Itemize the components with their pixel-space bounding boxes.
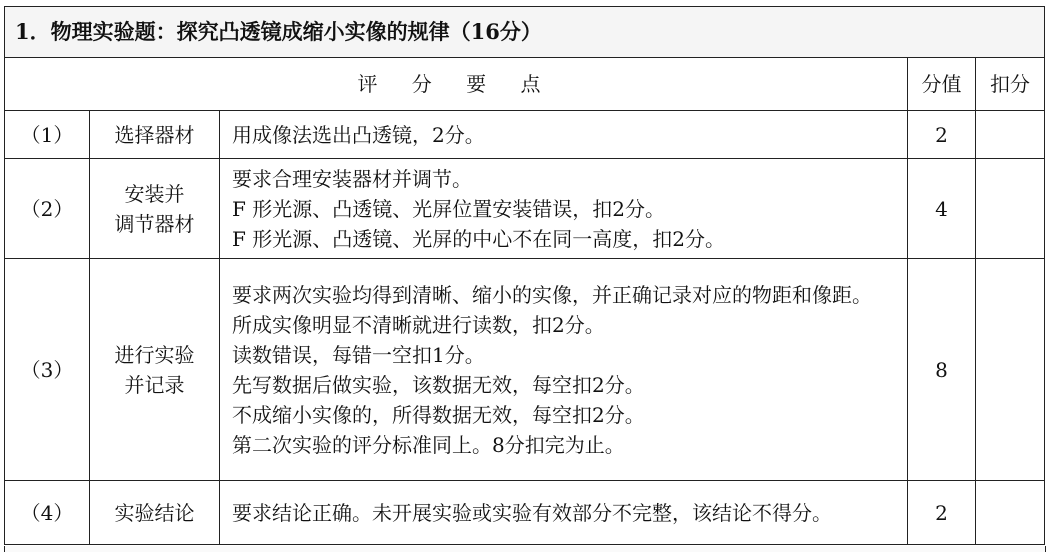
header-points: 评 分 要 点 bbox=[5, 58, 908, 111]
table-row bbox=[5, 259, 1045, 481]
requirement-line: 所成实像明显不清晰就进行读数，扣2分。 bbox=[232, 312, 605, 337]
requirement-line: 第二次实验的评分标准同上。8分扣完为止。 bbox=[232, 432, 625, 457]
row-requirements bbox=[220, 481, 908, 545]
row-score: 4 bbox=[908, 159, 976, 259]
next-row-edge bbox=[4, 546, 1046, 552]
item-line: 实验结论 bbox=[114, 500, 195, 525]
requirement-line: F 形光源、凸透镜、光屏的中心不在同一高度，扣2分。 bbox=[232, 226, 725, 251]
row-index: （3） bbox=[5, 259, 90, 481]
item-line: 调节器材 bbox=[114, 211, 195, 236]
row-item bbox=[90, 259, 220, 481]
item-line: 进行实验 bbox=[114, 342, 195, 367]
title-row bbox=[5, 7, 1045, 58]
item-line: 并记录 bbox=[124, 372, 185, 397]
item-line: 安装并 bbox=[124, 181, 185, 206]
requirement-line: F 形光源、凸透镜、光屏位置安装错误，扣2分。 bbox=[232, 196, 665, 221]
row-item bbox=[90, 481, 220, 545]
row-deduct[interactable] bbox=[976, 111, 1045, 159]
row-deduct[interactable] bbox=[976, 481, 1045, 545]
row-score: 2 bbox=[908, 111, 976, 159]
row-requirements bbox=[220, 111, 908, 159]
requirement-line: 先写数据后做实验，该数据无效，每空扣2分。 bbox=[232, 372, 645, 397]
row-index: （2） bbox=[5, 159, 90, 259]
row-index: （1） bbox=[5, 111, 90, 159]
row-index: （4） bbox=[5, 481, 90, 545]
question-title: 1．物理实验题：探究凸透镜成缩小实像的规律（16分） bbox=[5, 7, 1045, 58]
row-score: 8 bbox=[908, 259, 976, 481]
row-item bbox=[90, 111, 220, 159]
table-row bbox=[5, 159, 1045, 259]
item-line: 选择器材 bbox=[114, 122, 195, 147]
row-score: 2 bbox=[908, 481, 976, 545]
row-requirements bbox=[220, 259, 908, 481]
requirement-line: 要求结论正确。未开展实验或实验有效部分不完整，该结论不得分。 bbox=[232, 500, 832, 525]
requirement-line: 要求合理安装器材并调节。 bbox=[232, 166, 472, 191]
rubric-table bbox=[4, 6, 1045, 545]
requirement-line: 要求两次实验均得到清晰、缩小的实像，并正确记录对应的物距和像距。 bbox=[232, 282, 872, 307]
table-row bbox=[5, 111, 1045, 159]
requirement-line: 不成缩小实像的，所得数据无效，每空扣2分。 bbox=[232, 402, 645, 427]
row-deduct[interactable] bbox=[976, 159, 1045, 259]
table-row bbox=[5, 481, 1045, 545]
requirement-line: 用成像法选出凸透镜，2分。 bbox=[232, 122, 485, 147]
row-deduct[interactable] bbox=[976, 259, 1045, 481]
requirement-line: 读数错误，每错一空扣1分。 bbox=[232, 342, 485, 367]
header-deduct: 扣分 bbox=[976, 58, 1045, 111]
row-item bbox=[90, 159, 220, 259]
row-requirements bbox=[220, 159, 908, 259]
header-score: 分值 bbox=[908, 58, 976, 111]
header-row bbox=[5, 58, 1045, 111]
